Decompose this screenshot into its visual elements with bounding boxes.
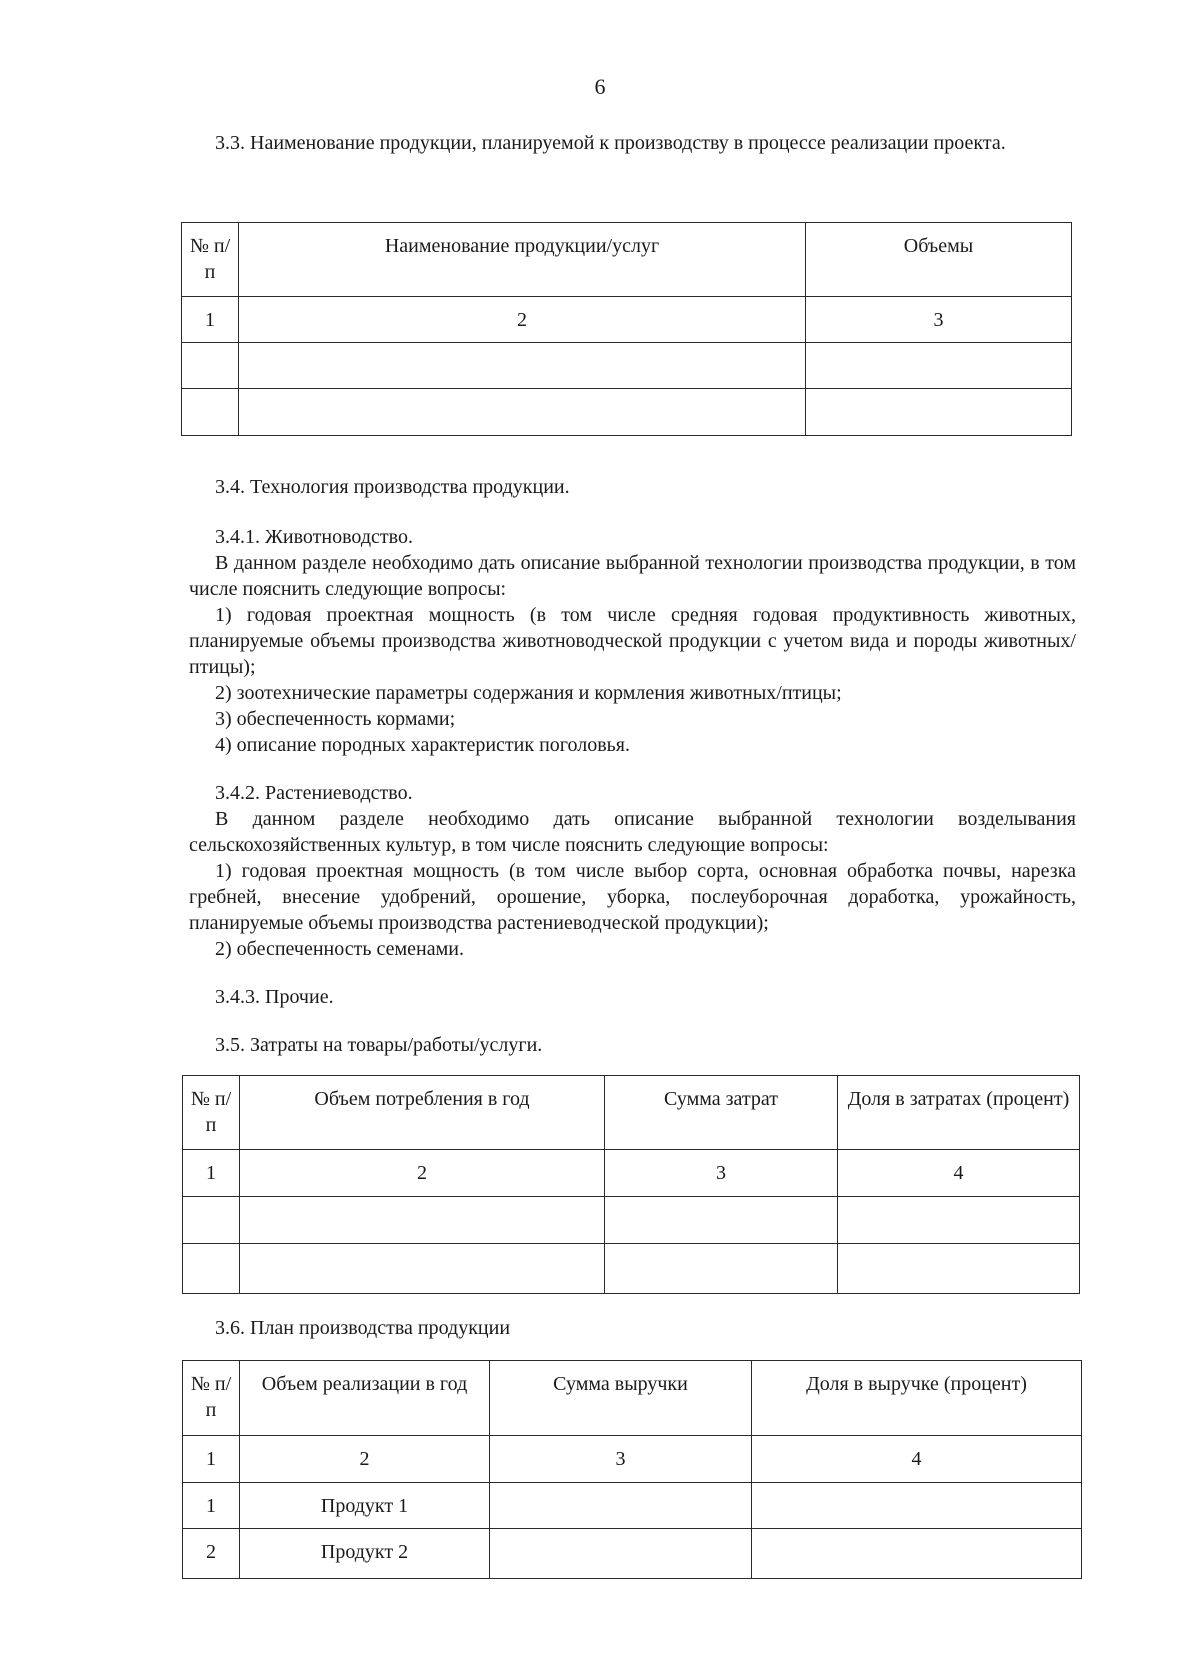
table-index-row (182, 297, 1072, 343)
table-cell (605, 1197, 838, 1244)
table-cell (490, 1483, 752, 1529)
index-cell: 3 (605, 1150, 838, 1197)
section-3-4-2-title: 3.4.2. Растениеводство. (215, 782, 413, 804)
table-row (183, 1197, 1080, 1244)
index-cell: 3 (490, 1436, 752, 1483)
table-cell (806, 343, 1072, 389)
table-cell (605, 1244, 838, 1294)
table-cell (183, 1244, 240, 1294)
table-cell (239, 343, 806, 389)
index-cell: 1 (183, 1436, 240, 1483)
header-cell: Объемы (806, 223, 1072, 297)
index-cell: 2 (239, 297, 806, 343)
table-cell (752, 1529, 1082, 1579)
header-cell: № п/п (183, 1361, 240, 1436)
table-cell: 1 (183, 1483, 240, 1529)
table-row (183, 1244, 1080, 1294)
list-item: 4) описание породных характеристик поголовья. (215, 734, 630, 756)
section-3-4-1 (189, 524, 1076, 758)
table-cell (838, 1197, 1080, 1244)
table-cell (240, 1197, 605, 1244)
products-table (181, 222, 1072, 436)
table-header-row (182, 223, 1072, 297)
section-3-4-1-intro: В данном разделе необходимо дать описание выбранной технологии производства продукции, в том числе пояснить следующие вопросы: (189, 552, 1076, 600)
header-cell: Доля в затратах (процент) (838, 1076, 1080, 1150)
table-cell (182, 389, 239, 436)
section-3-5 (189, 1032, 1076, 1058)
section-3-4-2 (189, 780, 1076, 962)
section-3-4-3-title: 3.4.3. Прочие. (215, 986, 334, 1008)
table-row (183, 1529, 1082, 1579)
table-cell (240, 1244, 605, 1294)
costs-table (182, 1075, 1080, 1294)
table-cell (182, 343, 239, 389)
table-cell (752, 1483, 1082, 1529)
header-cell: Объем потребления в год (240, 1076, 605, 1150)
index-cell: 2 (240, 1150, 605, 1197)
table-cell (183, 1197, 240, 1244)
table-cell: Продукт 2 (240, 1529, 490, 1579)
list-item: 2) зоотехнические параметры содержания и кормления животных/птицы; (215, 682, 842, 704)
section-3-5-heading: 3.5. Затраты на товары/работы/услуги. (215, 1034, 543, 1056)
list-item: 1) годовая проектная мощность (в том числе выбор сорта, основная обработка почвы, нарезка гребней, внесение удобрений, орошение, уборка, послеуборочная доработка, урожайность, планируемые объемы производства растениеводческой продукции); (189, 860, 1076, 934)
index-cell: 3 (806, 297, 1072, 343)
section-3-3-text: 3.3. Наименование продукции, планируемой к производству в процессе реализации проекта. (215, 132, 1006, 154)
section-3-6 (189, 1315, 1076, 1341)
list-item: 3) обеспеченность кормами; (215, 708, 456, 730)
header-cell: № п/п (182, 223, 239, 297)
section-3-3-heading (189, 130, 1076, 156)
header-cell: Сумма затрат (605, 1076, 838, 1150)
index-cell: 2 (240, 1436, 490, 1483)
index-cell: 4 (752, 1436, 1082, 1483)
table-header-row (183, 1076, 1080, 1150)
table-cell: Продукт 1 (240, 1483, 490, 1529)
table-index-row (183, 1150, 1080, 1197)
header-cell: Наименование продукции/услуг (239, 223, 806, 297)
table-row (182, 343, 1072, 389)
index-cell: 1 (183, 1150, 240, 1197)
section-3-4 (189, 474, 1076, 500)
header-cell: № п/п (183, 1076, 240, 1150)
header-cell: Сумма выручки (490, 1361, 752, 1436)
section-3-6-heading: 3.6. План производства продукции (215, 1317, 511, 1339)
table-cell (490, 1529, 752, 1579)
index-cell: 4 (838, 1150, 1080, 1197)
table-cell: 2 (183, 1529, 240, 1579)
production-plan-table (182, 1360, 1082, 1579)
table-cell (806, 389, 1072, 436)
table-header-row (183, 1361, 1082, 1436)
section-3-4-heading: 3.4. Технология производства продукции. (215, 476, 570, 498)
table-row (182, 389, 1072, 436)
table-cell (838, 1244, 1080, 1294)
list-item: 2) обеспеченность семенами. (215, 938, 464, 960)
section-3-4-3 (189, 984, 1076, 1010)
section-3-4-2-intro: В данном разделе необходимо дать описание выбранной технологии возделывания сельскохозяйственных культур, в том числе пояснить следующие вопросы: (189, 808, 1076, 856)
page-number: 6 (594, 74, 606, 99)
header-cell: Объем реализации в год (240, 1361, 490, 1436)
table-row (183, 1483, 1082, 1529)
header-cell: Доля в выручке (процент) (752, 1361, 1082, 1436)
index-cell: 1 (182, 297, 239, 343)
table-cell (239, 389, 806, 436)
table-index-row (183, 1436, 1082, 1483)
section-3-4-1-title: 3.4.1. Животноводство. (215, 526, 413, 548)
list-item: 1) годовая проектная мощность (в том числе средняя годовая продуктивность животных, планируемые объемы производства животноводческой продукции с учетом вида и породы животных/птицы); (189, 604, 1076, 678)
